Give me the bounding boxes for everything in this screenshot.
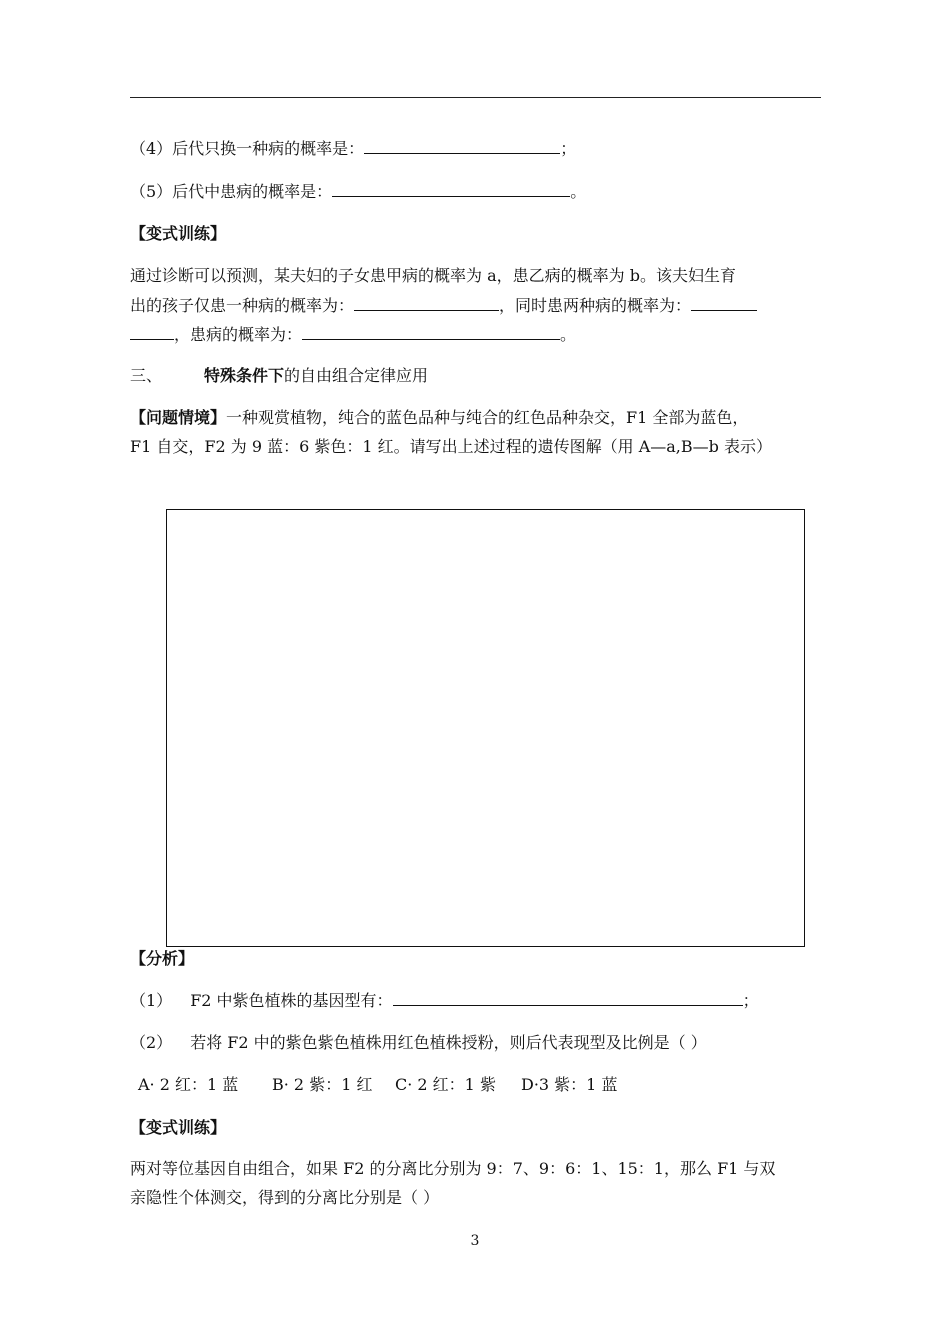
both-disease-blank-cont[interactable] [130,325,174,340]
problem-text-1: 一种观赏植物，纯合的蓝色品种与纯合的红色品种杂交，F1 全部为蓝色， [226,408,749,427]
problem-heading: 【问题情境】 [130,408,227,427]
genotype-blank[interactable] [393,991,743,1006]
variant1-both-label: ，同时患两种病的概率为： [499,296,692,315]
variant1-line3 [130,322,576,345]
variant1-line1: 通过诊断可以预测，某夫妇的子女患甲病的概率为 a，患乙病的概率为 b。该夫妇生育 [130,266,736,285]
variant2-line2: 亲隐性个体测交，得到的分离比分别是（ ） [130,1188,440,1207]
item1-number: （1） [130,991,173,1010]
variant1-line2 [130,293,757,316]
item2-number: （2） [130,1033,173,1052]
q4-end: ； [560,139,577,158]
option-c[interactable]: C· 2 红：1 紫 [395,1075,496,1094]
problem-line1 [130,405,748,428]
item1-end: ； [742,991,759,1010]
analysis-item-2 [130,1030,707,1053]
variant2-line1: 两对等位基因自由组合，如果 F2 的分离比分别为 9：7、9：6：1、15：1，那么 F1 与双 [130,1159,776,1178]
page-number: 3 [470,1233,480,1249]
section-3-number: 三、 [130,366,163,385]
analysis-item-1 [130,988,759,1011]
section-3-bold: 特殊条件下 [204,366,285,385]
variant1-end: 。 [560,325,577,344]
option-d[interactable]: D·3 紫：1 蓝 [521,1075,618,1094]
q4-answer-blank[interactable] [364,139,560,154]
option-a[interactable]: A· 2 红：1 蓝 [138,1075,239,1094]
single-disease-blank[interactable] [354,296,499,311]
analysis-heading: 【分析】 [130,949,195,968]
item2-text: 若将 F2 中的紫色紫色植株用红色植株授粉，则后代表现型及比例是（ ） [190,1033,707,1052]
genetic-diagram-answer-box[interactable] [166,509,805,947]
both-disease-blank[interactable] [691,296,757,311]
variant1-heading: 【变式训练】 [130,224,227,243]
section-3-rest: 的自由组合定律应用 [284,366,429,385]
option-b[interactable]: B· 2 紫：1 红 [272,1075,373,1094]
q5-answer-blank[interactable] [332,182,570,197]
header-rule [130,97,821,98]
q5-label: （5）后代中患病的概率是： [130,182,333,201]
q4-label: （4）后代只换一种病的概率是： [130,139,365,158]
variant1-single-label: 出的孩子仅患一种病的概率为： [130,296,355,315]
variant1-ill-label: ，患病的概率为： [174,325,303,344]
question-5 [130,179,586,202]
section-3-heading [130,363,428,386]
item1-text: F2 中紫色植株的基因型有： [190,991,393,1010]
ill-probability-blank[interactable] [302,325,560,340]
question-4 [130,136,576,159]
q5-end: 。 [570,182,587,201]
problem-line2: F1 自交，F2 为 9 蓝：6 紫色：1 红。请写出上述过程的遗传图解（用 A—a,B—b 表示） [130,437,772,456]
variant2-heading: 【变式训练】 [130,1118,227,1137]
